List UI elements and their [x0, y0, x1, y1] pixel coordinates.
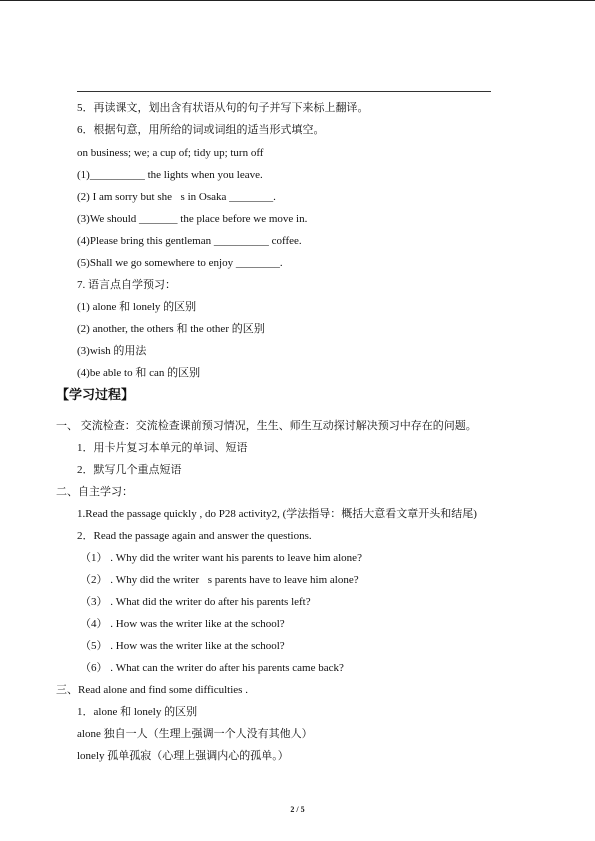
preview-item-4: (4)be able to 和 can 的区别 [77, 367, 201, 379]
word-bank: on business; we; a cup of; tidy up; turn off [77, 147, 264, 159]
step-1-check: 一、 交流检查：交流检查课前预习情况，生生、师生互动探讨解决预习中存在的问题。 [56, 420, 477, 432]
section-heading: 【学习过程】 [56, 388, 135, 403]
step-3-item-1: 1．alone 和 lonely 的区别 [77, 706, 198, 718]
instruction-7: 7. 语言点自学预习： [77, 279, 176, 291]
fill-blank-2: (2) I am sorry but she s in Osaka ________. [77, 191, 276, 203]
page-number: 2 / 5 [290, 805, 305, 814]
step-1-item-2: 2．默写几个重点短语 [77, 464, 182, 476]
fill-blank-3: (3)We should _______ the place before we move in. [77, 213, 308, 225]
fill-blank-1: (1)__________ the lights when you leave. [77, 169, 263, 181]
fill-blank-5: (5)Shall we go somewhere to enjoy ________. [77, 257, 283, 269]
question-5: （5） . How was the writer like at the school? [80, 640, 285, 652]
question-4: （4） . How was the writer like at the school? [80, 618, 285, 630]
answer-underline [77, 91, 491, 92]
fill-blank-4: (4)Please bring this gentleman __________ coffee. [77, 235, 302, 247]
step-2-item-1: 1.Read the passage quickly , do P28 activity2, (学法指导：概括大意看文章开头和结尾) [77, 508, 477, 520]
preview-item-1: (1) alone 和 lonely 的区别 [77, 301, 197, 313]
step-3-difficulties: 三、Read alone and find some difficulties . [56, 684, 248, 696]
alone-definition: alone 独自一人（生理上强调一个人没有其他人） [77, 728, 313, 740]
instruction-6: 6．根据句意，用所给的词或词组的适当形式填空。 [77, 124, 325, 136]
step-2-item-2: 2．Read the passage again and answer the questions. [77, 530, 312, 542]
preview-item-2: (2) another, the others 和 the other 的区别 [77, 323, 265, 335]
lonely-definition: lonely 孤单孤寂（心理上强调内心的孤单。） [77, 750, 289, 762]
question-2: （2） . Why did the writer s parents have to leave him alone? [80, 574, 359, 586]
question-1: （1） . Why did the writer want his parents to leave him alone? [80, 552, 362, 564]
question-3: （3） . What did the writer do after his parents left? [80, 596, 311, 608]
instruction-5: 5．再读课文，划出含有状语从句的句子并写下来标上翻译。 [77, 102, 369, 114]
step-2-self-study: 二、自主学习： [56, 486, 133, 498]
preview-item-3: (3)wish 的用法 [77, 345, 147, 357]
step-1-item-1: 1．用卡片复习本单元的单词、短语 [77, 442, 248, 454]
top-border-line [0, 0, 595, 1]
question-6: （6） . What can the writer do after his parents came back? [80, 662, 344, 674]
